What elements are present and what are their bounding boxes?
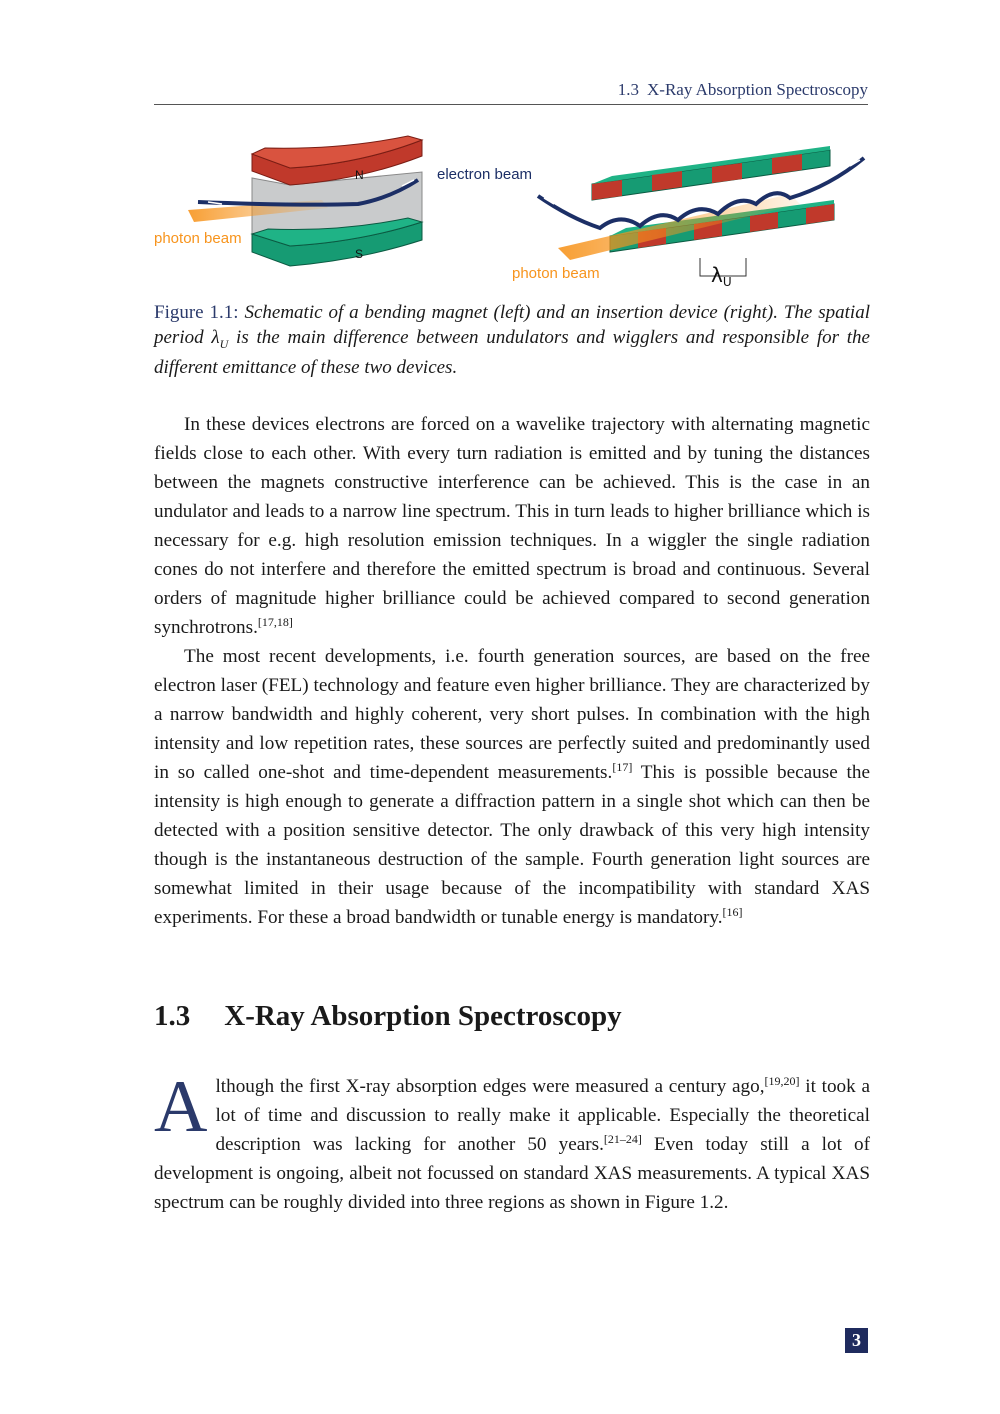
section-paragraph bbox=[154, 1066, 870, 1217]
section-text-a: lthough the first X-ray absorption edges were measured a century ago, bbox=[215, 1076, 765, 1097]
electron-beam-label: electron beam bbox=[437, 166, 533, 183]
body-text bbox=[154, 410, 870, 932]
page-number: 3 bbox=[845, 1328, 868, 1353]
citation: [21–24] bbox=[603, 1132, 642, 1146]
header-section-title: X-Ray Absorption Spectroscopy bbox=[647, 80, 868, 99]
citation: [17,18] bbox=[257, 615, 293, 629]
header-section-number: 1.3 bbox=[617, 80, 640, 99]
section-text-b: it took a lot of time and discussion to really make it applicable. Especially the theoretical description was lacking for another 50 years. bbox=[215, 1076, 870, 1155]
drop-cap: A bbox=[154, 1066, 208, 1148]
figure-1-1 bbox=[150, 128, 872, 293]
caption-label: Figure 1.1: bbox=[154, 302, 239, 323]
period-label: $\lambda_U$ bbox=[711, 263, 732, 289]
citation: [19,20] bbox=[764, 1074, 800, 1088]
figure-caption bbox=[154, 301, 870, 380]
paragraph-1 bbox=[154, 410, 870, 642]
period-bracket bbox=[700, 258, 746, 276]
caption-subscript: U bbox=[219, 336, 229, 351]
section-text-c: Even today still a lot of development is ongoing, albeit not focussed on standard XAS measurements. A typical XAS spectrum can be roughly divided into three regions as shown in Figure 1.2. bbox=[154, 1134, 870, 1213]
citation: [16] bbox=[722, 905, 743, 919]
citation: [17] bbox=[612, 760, 633, 774]
photon-beam-label-right: photon beam bbox=[512, 265, 600, 282]
running-header bbox=[154, 80, 868, 105]
caption-text-a: Schematic of a bending magnet (left) and an insertion device (right). The spatial period λ bbox=[154, 302, 870, 348]
section-heading bbox=[154, 1000, 622, 1033]
paragraph-2-text-b: This is possible because the intensity is high enough to generate a diffraction pattern in a single shot which can then be detected with a position sensitive detector. The only drawback of this very high intensity though is the instantaneous destruction of the sample. Fourth generation light sources are somewhat limited in their usage because of the incompatibility with standard XAS experiments. For these a broad bandwidth or tunable energy is mandatory. bbox=[154, 762, 870, 928]
paragraph-2-text-a: The most recent developments, i.e. fourth generation sources, are based on the free electron laser (FEL) technology and feature even higher brilliance. They are characterized by a narrow bandwidth and highly coherent, very short pulses. In combination with the high intensity and low repetition rates, these sources are perfectly suited and predominantly used in so called one-shot and time-dependent measurements. bbox=[154, 646, 870, 783]
paragraph-1-text: In these devices electrons are forced on a wavelike trajectory with alternating magnetic fields close to each other. With every turn radiation is emitted and by tuning the distances between the magnets constructive interference can be achieved. This is the case in an undulator and leads to a narrow line spectrum. This in turn leads to higher brilliance which is necessary for e.g. high resolution emission techniques. In a wiggler the single radiation cones do not interfere and therefore the emitted spectrum is broad and continuous. Several orders of magnitude higher brilliance could be achieved compared to second generation synchrotrons. bbox=[154, 414, 870, 638]
section-title: X-Ray Absorption Spectroscopy bbox=[224, 1000, 622, 1032]
section-body bbox=[154, 1066, 870, 1217]
paragraph-2 bbox=[154, 642, 870, 932]
photon-beam-label-left: photon beam bbox=[154, 230, 242, 247]
section-number: 1.3 bbox=[154, 1000, 191, 1032]
caption-text-b: is the main difference between undulators and wigglers and responsible for the different emittance of these two devices. bbox=[154, 326, 870, 378]
south-label: S bbox=[355, 247, 364, 261]
north-label: N bbox=[355, 168, 364, 182]
